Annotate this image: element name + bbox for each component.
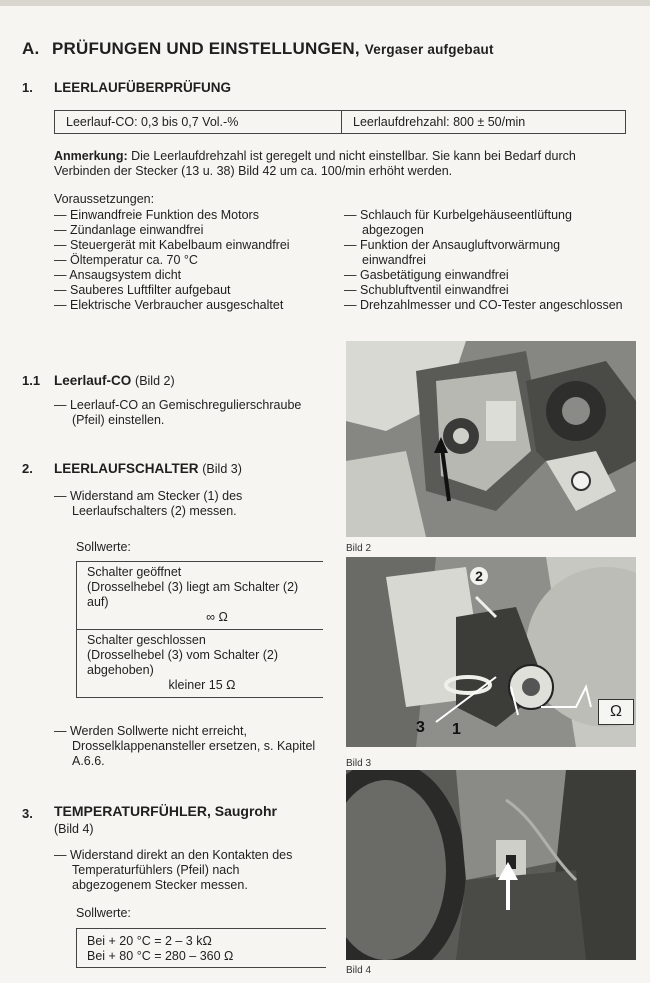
list-item: — Funktion der Ansaugluftvorwärmung einwandfrei (344, 238, 626, 268)
chapter-subtitle: Vergaser aufgebaut (364, 42, 494, 57)
list-item: — Öltemperatur ca. 70 °C (54, 253, 329, 268)
label-1: 1 (452, 721, 461, 738)
label-2: 2 (470, 567, 488, 585)
section-2-number: 2. (22, 461, 33, 476)
section-1-1-title: Leerlauf-CO (Bild 2) (54, 373, 175, 388)
switch-values-box (76, 561, 323, 698)
chapter-title: PRÜFUNGEN UND EINSTELLUNGEN, (52, 39, 360, 58)
switch-open-desc: (Drosselhebel (3) liegt am Schalter (2) auf) (87, 580, 299, 609)
label-3: 3 (416, 719, 425, 736)
section-3-number: 3. (22, 806, 33, 821)
list-item: — Ansaugsystem dicht (54, 268, 329, 283)
photo-bild-3 (346, 557, 636, 747)
list-item: — Widerstand am Stecker (1) des Leerlaufschalters (2) messen. (54, 489, 316, 519)
idle-spec-box (54, 110, 626, 134)
switch-open-cell (77, 562, 323, 629)
idle-speed-spec: Leerlaufdrehzahl: 800 ± 50/min (353, 114, 526, 129)
prerequisites-left-list (54, 208, 329, 313)
list-item: — Drehzahlmesser und CO-Tester angeschlossen (344, 298, 626, 313)
chapter-number: A. (22, 39, 40, 58)
caption-bild-4: Bild 4 (346, 965, 372, 976)
list-item: — Schlauch für Kurbelgehäuseentlüftung abgezogen (344, 208, 626, 238)
temp-row-20: Bei + 20 °C = 2 – 3 kΩ (87, 934, 212, 948)
list-item: — Gasbetätigung einwandfrei (344, 268, 626, 283)
list-item: — Elektrische Verbraucher ausgeschaltet (54, 298, 329, 313)
temperature-values-box (76, 928, 326, 968)
list-item: — Schubluftventil einwandfrei (344, 283, 626, 298)
idle-co-spec: Leerlauf-CO: 0,3 bis 0,7 Vol.-% (55, 111, 342, 133)
list-item: — Steuergerät mit Kabelbaum einwandfrei (54, 238, 329, 253)
note-paragraph (54, 149, 626, 179)
photo-bild-2 (346, 341, 636, 537)
switch-closed-title: Schalter geschlossen (87, 633, 206, 647)
temp-row-80: Bei + 80 °C = 280 – 360 Ω (87, 949, 234, 963)
section-1-title: LEERLAUFÜBERPRÜFUNG (54, 80, 231, 95)
ohm-icon: Ω (598, 699, 634, 725)
section-1-1-steps (54, 398, 314, 428)
section-3-ref: (Bild 4) (54, 822, 94, 836)
list-item: — Einwandfreie Funktion des Motors (54, 208, 329, 223)
page-top-edge (0, 0, 650, 6)
switch-open-value: ∞ Ω (206, 610, 228, 624)
section-2-fail-note (54, 724, 316, 769)
list-item: — Widerstand direkt an den Kontakten des Temperaturfühlers (Pfeil) nach abgezogenem Stecker messen. (54, 848, 316, 893)
section-2-steps (54, 489, 316, 519)
section-3-steps (54, 848, 316, 893)
section-1-number: 1. (22, 80, 33, 95)
note-text: Die Leerlaufdrehzahl ist geregelt und nicht einstellbar. Sie kann bei Bedarf durch Verbinden der Stecker (13 u. 38) Bild 42 um ca. 100/min erhöht werden. (54, 149, 576, 178)
list-item: — Leerlauf-CO an Gemischregulierschraube (Pfeil) einstellen. (54, 398, 314, 428)
switch-open-title: Schalter geöffnet (87, 565, 182, 579)
page-title (22, 41, 494, 57)
list-item: — Werden Sollwerte nicht erreicht, Drosselklappenansteller ersetzen, s. Kapitel A.6.6. (54, 724, 316, 769)
list-item: — Zündanlage einwandfrei (54, 223, 329, 238)
list-item: — Sauberes Luftfilter aufgebaut (54, 283, 329, 298)
switch-closed-desc: (Drosselhebel (3) vom Schalter (2) abgehoben) (87, 648, 279, 677)
sollwerte-label: Sollwerte: (76, 540, 131, 554)
section-1-1-number: 1.1 (22, 373, 41, 388)
switch-closed-cell (77, 629, 323, 697)
note-label: Anmerkung: (54, 149, 128, 163)
sollwerte-label-3: Sollwerte: (76, 906, 131, 920)
switch-closed-value: kleiner 15 Ω (168, 678, 236, 692)
prerequisites-right-list (344, 208, 626, 313)
section-3-title: TEMPERATURFÜHLER, Saugrohr (54, 803, 277, 819)
section-2-title: LEERLAUFSCHALTER (Bild 3) (54, 461, 242, 476)
photo-bild-4 (346, 770, 636, 960)
prerequisites-title: Voraussetzungen: (54, 192, 155, 206)
caption-bild-2: Bild 2 (346, 543, 372, 554)
caption-bild-3: Bild 3 (346, 758, 372, 769)
